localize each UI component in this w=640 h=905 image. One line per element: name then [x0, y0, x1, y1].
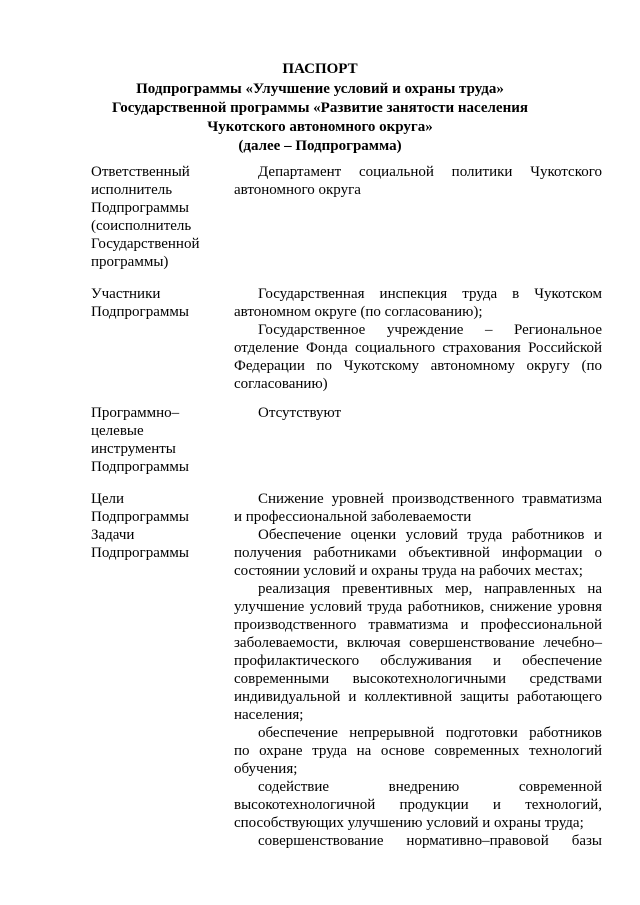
row-label: [91, 163, 221, 271]
value-line: Департамент социальной политики Чукотского: [258, 164, 602, 180]
row-label: [91, 285, 221, 321]
value-line: высокотехнологичной продукции и технологий,: [234, 797, 602, 813]
label-line: Задачи: [91, 527, 135, 543]
value-line: отделение Фонда социального страхования Российской: [234, 340, 602, 356]
value-line: содействие внедрению современной: [258, 779, 602, 795]
value-line: и профессиональной заболеваемости: [234, 509, 472, 525]
value-line: обеспечение непрерывной подготовки работников: [258, 725, 602, 741]
value-line: получения работниками объективной информации о: [234, 545, 602, 561]
value-line: населения;: [234, 707, 304, 723]
value-line: профилактического обслуживания и обеспечение: [234, 653, 602, 669]
label-line: целевые: [91, 423, 144, 439]
value-line: заболеваемости, включая совершенствование лечебно–: [234, 635, 602, 651]
value-line: Государственное учреждение – Региональное: [258, 322, 602, 338]
row-value: [234, 285, 602, 393]
label-line: Подпрограммы: [91, 200, 189, 216]
label-line: инструменты: [91, 441, 176, 457]
value-line: автономного округа: [234, 182, 361, 198]
label-line: Ответственный: [91, 164, 190, 180]
value-line: автономном округе (по согласованию);: [234, 304, 483, 320]
label-line: Цели: [91, 491, 125, 507]
value-line: Федерации по Чукотскому автономному округу (по: [234, 358, 602, 374]
passport-title: ПАСПОРТ: [282, 61, 358, 77]
value-line: согласованию): [234, 376, 328, 392]
label-line: Подпрограммы: [91, 509, 189, 525]
value-line: производственного травматизма и профессиональной: [234, 617, 602, 633]
value-line: индивидуальной и коллективной защиты работающего: [234, 689, 602, 705]
label-line: исполнитель: [91, 182, 173, 198]
value-line: Обеспечение оценки условий труда работников и: [258, 527, 602, 543]
row-value: [234, 404, 602, 422]
row-value: [234, 163, 602, 199]
label-line: Подпрограммы: [91, 459, 189, 475]
value-line: Отсутствуют: [258, 405, 342, 421]
heading-line-3: Чукотского автономного округа»: [207, 119, 433, 135]
value-line: по охране труда на основе современных технологий: [234, 743, 602, 759]
value-line: обучения;: [234, 761, 298, 777]
value-line: реализация превентивных мер, направленных на: [258, 581, 602, 597]
value-line: совершенствование нормативно–правовой базы: [258, 833, 602, 849]
label-line: Государственной: [91, 236, 200, 252]
heading-line-1: Подпрограммы «Улучшение условий и охраны труда»: [136, 81, 504, 97]
value-line: состоянии условий и охраны труда на рабочих местах;: [234, 563, 583, 579]
label-line: Подпрограммы: [91, 304, 189, 320]
passport-heading: [0, 60, 640, 156]
value-line: улучшение условий труда работников, снижение уровня: [234, 599, 602, 615]
value-line: способствующих улучшению условий и охраны труда;: [234, 815, 584, 831]
heading-line-2: Государственной программы «Развитие занятости населения: [111, 100, 528, 116]
row-label: [91, 404, 221, 476]
label-line: программы): [91, 254, 169, 270]
heading-line-4: (далее – Подпрограмма): [238, 138, 402, 154]
label-line: Программно–: [91, 405, 180, 421]
label-line: Подпрограммы: [91, 545, 189, 561]
value-line: современными высокотехнологичными средствами: [234, 671, 602, 687]
row-value: [234, 490, 602, 850]
value-line: Снижение уровней производственного травматизма: [258, 491, 602, 507]
row-label: [91, 490, 221, 562]
value-line: Государственная инспекция труда в Чукотском: [258, 286, 602, 302]
label-line: (соисполнитель: [91, 218, 192, 234]
label-line: Участники: [91, 286, 161, 302]
